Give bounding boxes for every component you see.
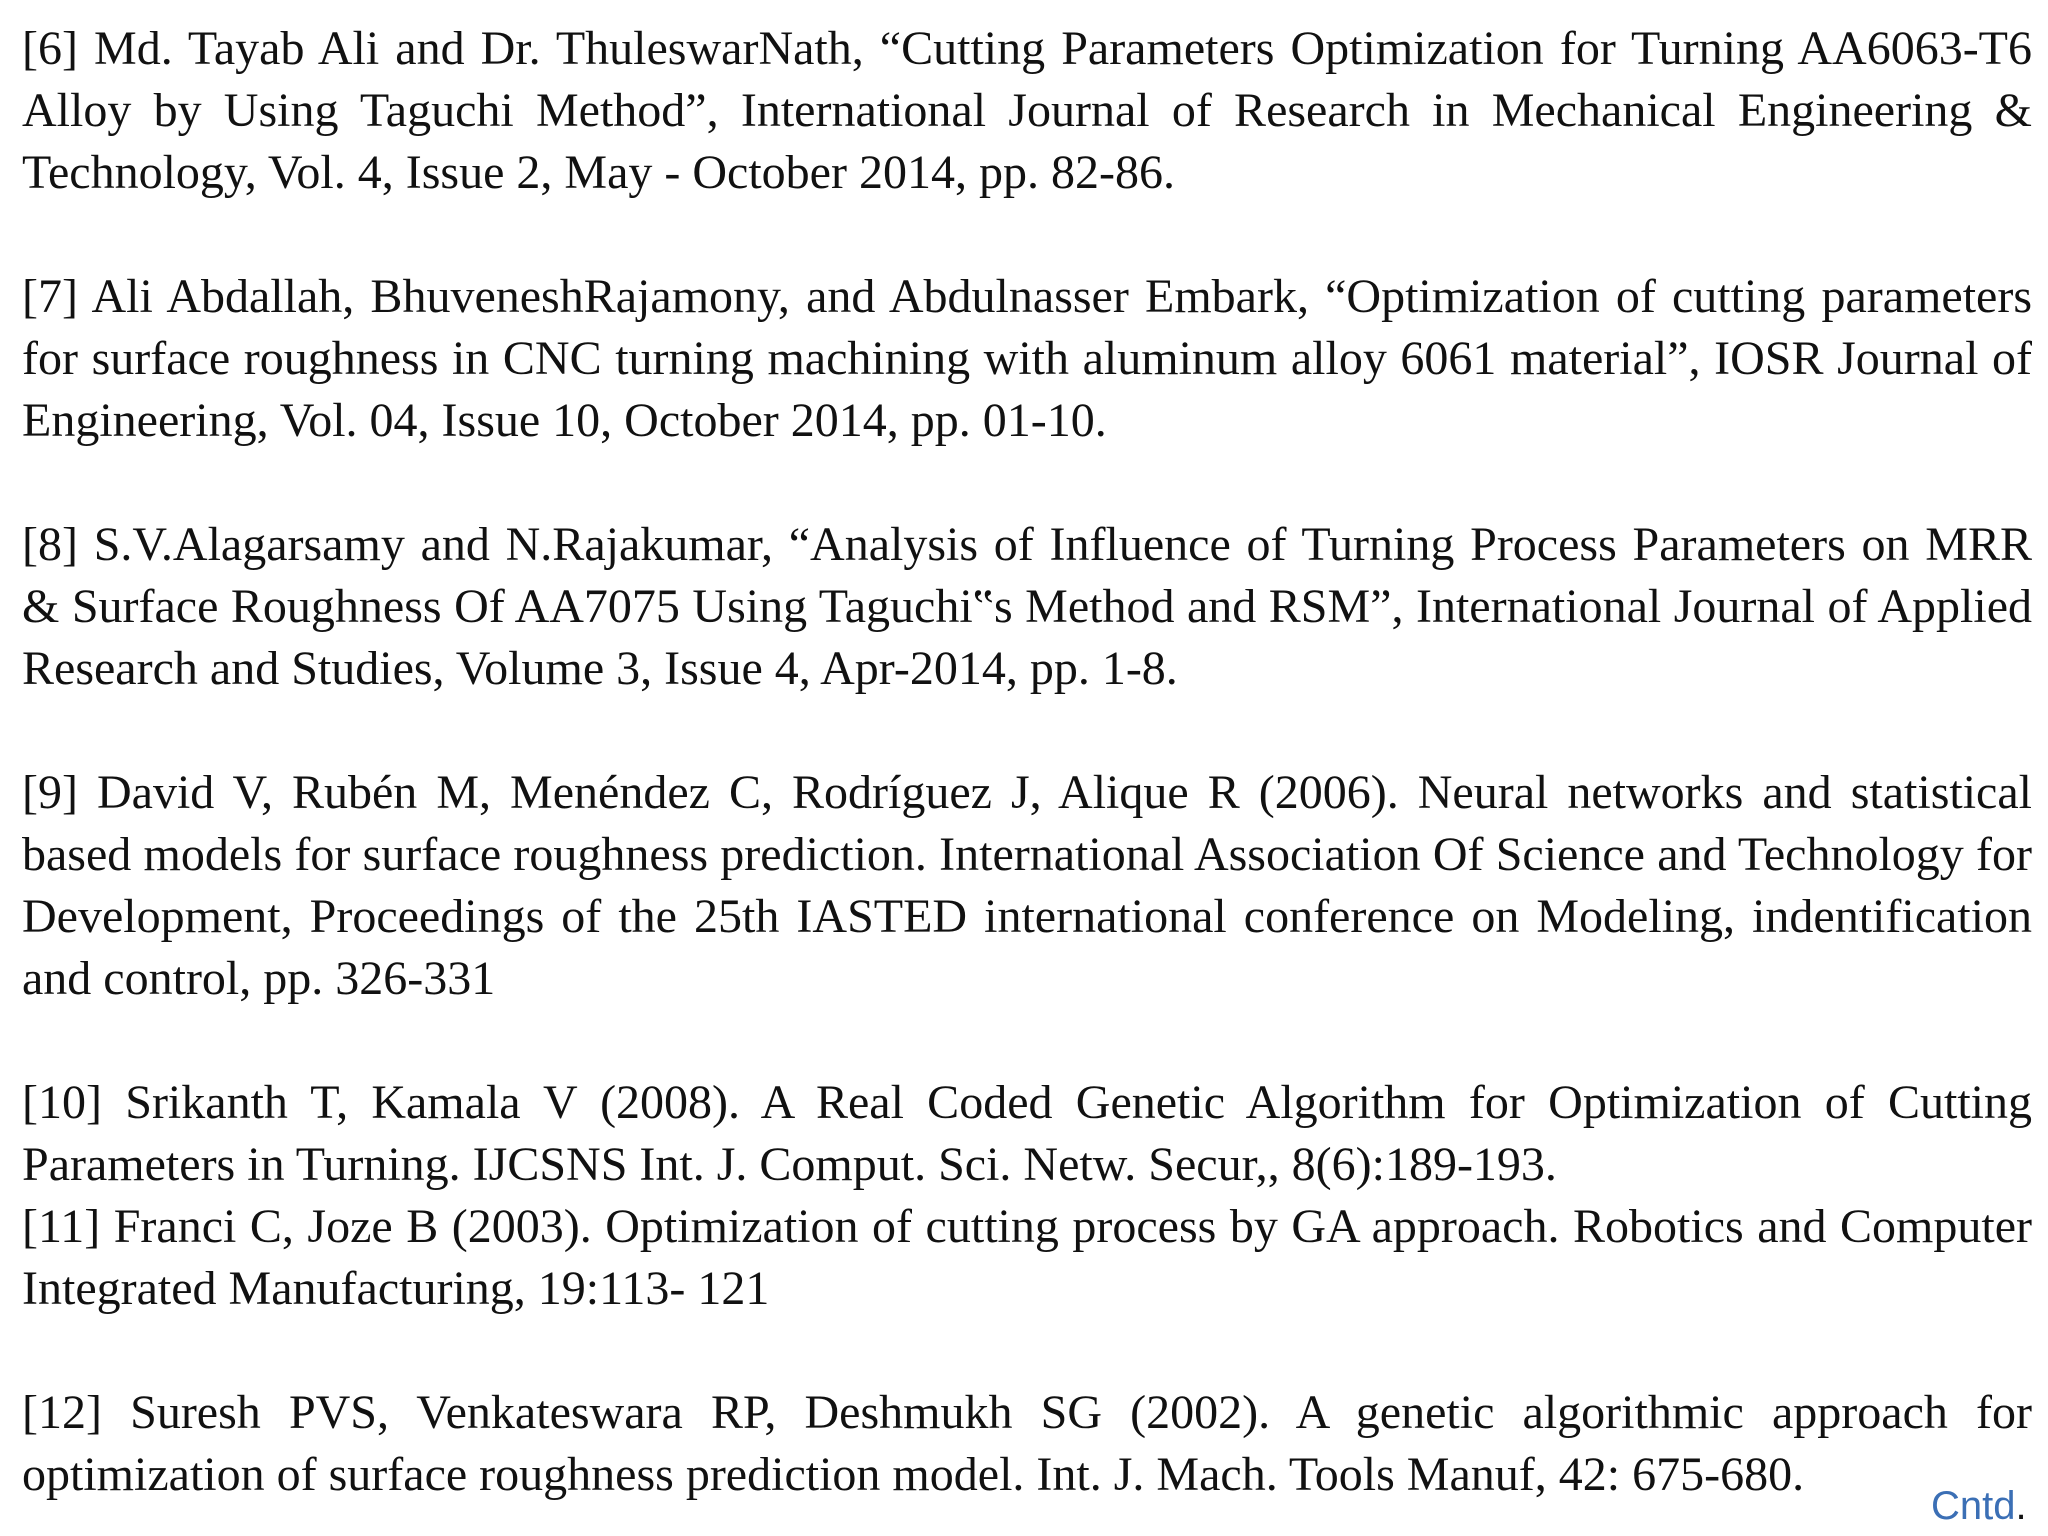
continued-marker [1931, 1484, 2027, 1528]
reference-12: [12] Suresh PVS, Venkateswara RP, Deshmukh SG (2002). A genetic algorithmic approach for optimization of surface roughness prediction model. Int. J. Mach. Tools Manuf, 42: 675-680. [22, 1386, 2032, 1501]
reference-10: [10] Srikanth T, Kamala V (2008). A Real Coded Genetic Algorithm for Optimization of Cutting Parameters in Turning. IJCSNS Int. J. Comput. Sci. Netw. Secur,, 8(6):189-193. [22, 1076, 2032, 1191]
reference-list [22, 18, 2032, 1506]
reference-11: [11] Franci C, Joze B (2003). Optimization of cutting process by GA approach. Robotics and Computer Integrated Manufacturing, 19:113- 121 [22, 1200, 2032, 1315]
paragraph-gap [22, 204, 2032, 266]
reference-7: [7] Ali Abdallah, BhuveneshRajamony, and Abdulnasser Embark, “Optimization of cutting parameters for surface roughness in CNC turning machining with aluminum alloy 6061 material”, IOSR Journal of Engineering, Vol. 04, Issue 10, October 2014, pp. 01-10. [22, 270, 2032, 447]
paragraph-gap [22, 452, 2032, 514]
paragraph-gap [22, 1320, 2032, 1382]
paragraph-gap [22, 700, 2032, 762]
reference-9: [9] David V, Rubén M, Menéndez C, Rodríguez J, Alique R (2006). Neural networks and statistical based models for surface roughness prediction. International Association Of Science and Technology for Development, Proceedings of the 25th IASTED international conference on Modeling, indentification and control, pp. 326-331 [22, 766, 2032, 1005]
reference-6: [6] Md. Tayab Ali and Dr. ThuleswarNath, “Cutting Parameters Optimization for Turning AA6063-T6 Alloy by Using Taguchi Method”, International Journal of Research in Mechanical Engineering & Technology, Vol. 4, Issue 2, May - October 2014, pp. 82-86. [22, 22, 2032, 199]
reference-8: [8] S.V.Alagarsamy and N.Rajakumar, “Analysis of Influence of Turning Process Parameters on MRR & Surface Roughness Of AA7075 Using Taguchi‟s Method and RSM”, International Journal of Applied Research and Studies, Volume 3, Issue 4, Apr-2014, pp. 1-8. [22, 518, 2032, 695]
continued-label: Cntd [1931, 1484, 2016, 1528]
continued-dot: . [2015, 1484, 2027, 1528]
paragraph-gap [22, 1010, 2032, 1072]
